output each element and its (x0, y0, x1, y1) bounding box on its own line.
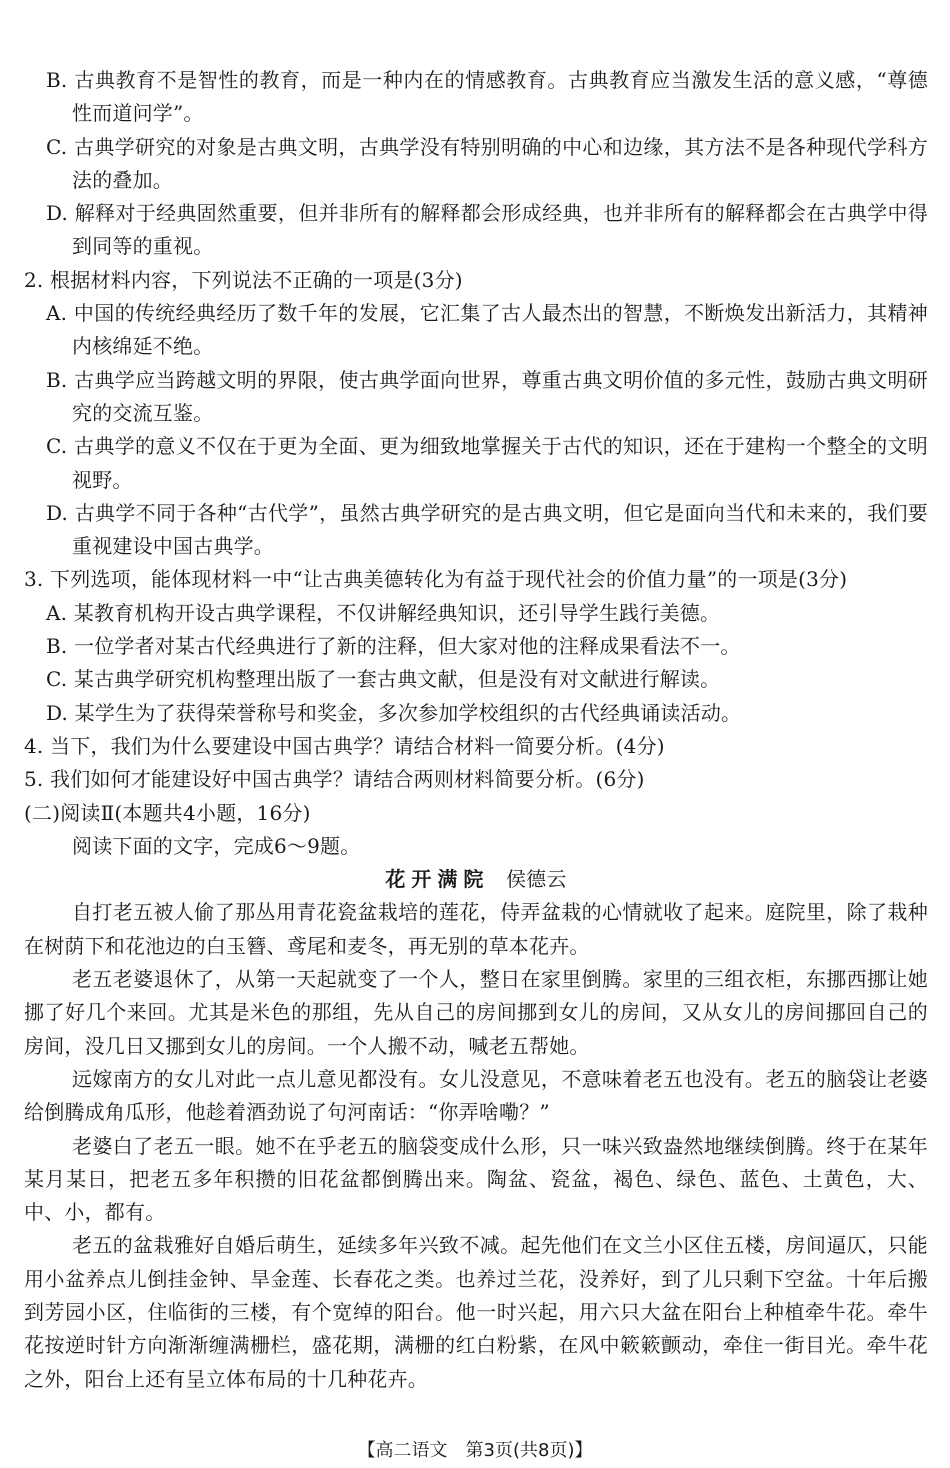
q4-stem: 4. 当下，我们为什么要建设中国古典学？请结合材料一简要分析。(4分) (24, 733, 665, 758)
story-paragraph: 远嫁南方的女儿对此一点儿意见都没有。女儿没意见，不意味着老五也没有。老五的脑袋让老婆给倒腾成角瓜形，他趁着酒劲说了句河南话：“你弄啥嘞？” (24, 1066, 928, 1125)
q2-option-b: B. 古典学应当跨越文明的界限，使古典学面向世界，尊重古典文明价值的多元性，鼓励古典文明研究的交流互鉴。 (46, 367, 928, 425)
story-paragraph: 自打老五被人偷了那丛用青花瓷盆栽培的莲花，侍弄盆栽的心情就收了起来。庭院里，除了栽种在树荫下和花池边的白玉簪、鸢尾和麦冬，再无别的草本花卉。 (24, 900, 928, 958)
q3-option-a: A. 某教育机构开设古典学课程，不仅讲解经典知识，还引导学生践行美德。 (46, 600, 721, 625)
q5-stem: 5. 我们如何才能建设好中国古典学？请结合两则材料简要分析。(6分) (24, 767, 645, 792)
q1-option-d: D. 解释对于经典固然重要，但并非所有的解释都会形成经典，也并非所有的解释都会在古典学中得到同等的重视。 (46, 201, 928, 259)
q2-option-d: D. 古典学不同于各种“古代学”，虽然古典学研究的是古典文明，但它是面向当代和未来的，我们要重视建设中国古典学。 (46, 500, 928, 559)
q1-option-c: C. 古典学研究的对象是古典文明，古典学没有特别明确的中心和边缘，其方法不是各种现代学科方法的叠加。 (46, 134, 928, 192)
story-paragraph: 老婆白了老五一眼。她不在乎老五的脑袋变成什么形，只一味兴致盎然地继续倒腾。终于在某年某月某日，把老五多年积攒的旧花盆都倒腾出来。陶盆、瓷盆，褐色、绿色、蓝色、土黄色，大、中、小，都有。 (24, 1133, 928, 1225)
q3-option-c: C. 某古典学研究机构整理出版了一套古典文献，但是没有对文献进行解读。 (46, 667, 721, 692)
q3-option-d: D. 某学生为了获得荣誉称号和奖金，多次参加学校组织的古代经典诵读活动。 (46, 700, 742, 725)
q3-option-b: B. 一位学者对某古代经典进行了新的注释，但大家对他的注释成果看法不一。 (46, 634, 741, 659)
q2-stem: 2. 根据材料内容，下列说法不正确的一项是(3分) (24, 267, 463, 292)
q2-option-a: A. 中国的传统经典经历了数千年的发展，它汇集了古人最杰出的智慧，不断焕发出新活力，其精神内核绵延不绝。 (46, 301, 928, 359)
section2-heading: (二)阅读Ⅱ(本题共4小题，16分) (24, 800, 311, 825)
page-footer: 【高二语文 第3页(共8页)】 (357, 1440, 593, 1461)
section2-instruction: 阅读下面的文字，完成6～9题。 (72, 833, 361, 858)
page-content (24, 64, 928, 1396)
story-paragraph: 老五的盆栽雅好自婚后萌生，延续多年兴致不减。起先他们在文兰小区住五楼，房间逼仄，只能用小盆养点儿倒挂金钟、旱金莲、长春花之类。也养过兰花，没养好，到了儿只剩下空盆。十年后搬到芳园小区，住临街的三楼，有个宽绰的阳台。他一时兴起，用六只大盆在阳台上种植牵牛花。牵牛花按逆时针方向渐渐缠满栅栏，盛花期，满栅的红白粉紫，在风中簌簌颤动，牵住一街目光。牵牛花之外，阳台上还有呈立体布局的十几种花卉。 (24, 1233, 928, 1391)
story-paragraph: 老五老婆退休了，从第一天起就变了一个人，整日在家里倒腾。家里的三组衣柜，东挪西挪让她挪了好几个来回。尤其是米色的那组，先从自己的房间挪到女儿的房间，又从女儿的房间挪回自己的房间，没几日又挪到女儿的房间。一个人搬不动，喊老五帮她。 (24, 967, 928, 1058)
q1-option-b: B. 古典教育不是智性的教育，而是一种内在的情感教育。古典教育应当激发生活的意义感，“尊德性而道问学”。 (46, 68, 928, 126)
story-title: 花开满院 (385, 867, 490, 892)
story-title-line (24, 863, 928, 896)
story-author: 侯德云 (505, 867, 567, 892)
q2-option-c: C. 古典学的意义不仅在于更为全面、更为细致地掌握关于古代的知识，还在于建构一个整全的文明视野。 (46, 434, 928, 492)
q3-stem: 3. 下列选项，能体现材料一中“让古典美德转化为有益于现代社会的价值力量”的一项是(3分) (24, 567, 848, 592)
